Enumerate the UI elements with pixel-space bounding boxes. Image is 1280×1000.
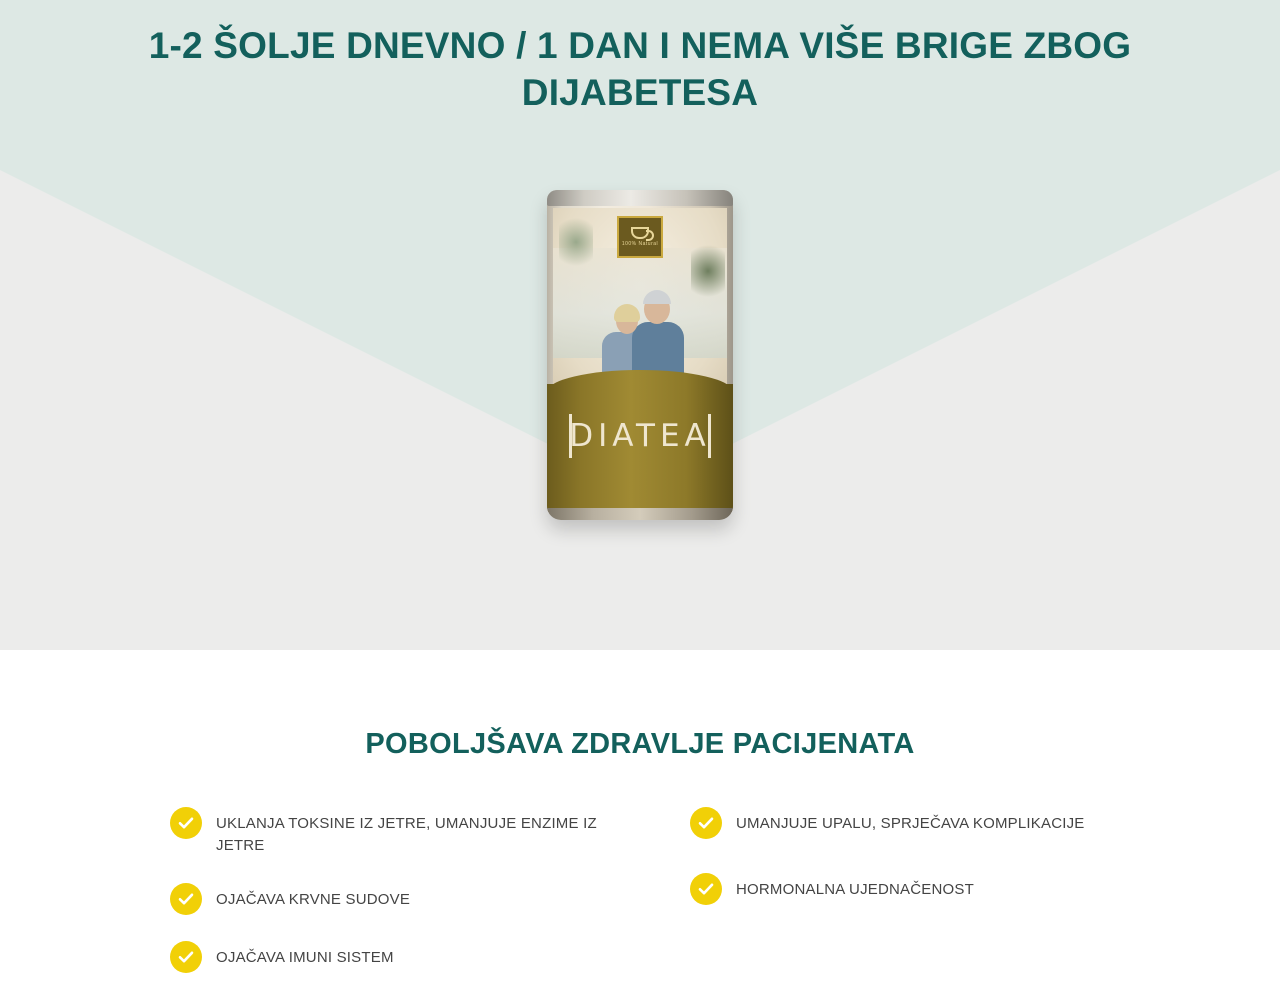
- benefits-right-column: [690, 807, 1110, 999]
- benefits-title: POBOLJŠAVA ZDRAVLJE PACIJENATA: [365, 728, 915, 760]
- product-can-image: [547, 190, 733, 520]
- can-lid: [547, 190, 733, 206]
- check-circle-icon: [170, 883, 202, 915]
- list-item-label: HORMONALNA UJEDNAČENOST: [736, 881, 974, 898]
- check-circle-icon: [170, 807, 202, 839]
- tree-left-decoration: [559, 212, 593, 272]
- hero-content: [0, 0, 1280, 117]
- tea-cup-icon: [631, 227, 649, 239]
- list-item-label: OJAČAVA KRVNE SUDOVE: [216, 890, 411, 908]
- product-brand-name: DIATEA: [569, 418, 711, 454]
- list-item: [170, 941, 670, 973]
- list-item: [170, 807, 670, 857]
- natural-seal-icon: [617, 216, 663, 258]
- benefits-section: [0, 650, 1280, 999]
- list-item-label: UKLANJA TOKSINE IZ JETRE, UMANJUJE ENZIME IZ JETRE: [216, 815, 597, 854]
- woman-hair: [614, 304, 640, 322]
- emblem-label: 100% Natural: [621, 241, 659, 247]
- can-brand-band: [547, 384, 733, 512]
- benefits-grid: [170, 807, 1110, 999]
- list-item: [170, 883, 670, 915]
- benefits-left-column: [170, 807, 670, 999]
- product-image-wrapper: [0, 190, 1280, 520]
- list-item: [690, 873, 1110, 905]
- check-circle-icon: [690, 807, 722, 839]
- check-circle-icon: [690, 873, 722, 905]
- list-item: [690, 807, 1110, 839]
- can-bottom-rim: [547, 508, 733, 520]
- list-item-label: OJAČAVA IMUNI SISTEM: [216, 948, 394, 966]
- man-hair: [643, 290, 671, 304]
- tree-right-decoration: [691, 238, 725, 304]
- check-circle-icon: [170, 941, 202, 973]
- list-item-label: UMANJUJE UPALU, SPRJEČAVA KOMPLIKACIJE: [736, 815, 1085, 832]
- page-title: 1-2 ŠOLJE DNEVNO / 1 DAN I NEMA VIŠE BRIGE ZBOG DIJABETESA: [148, 25, 1132, 114]
